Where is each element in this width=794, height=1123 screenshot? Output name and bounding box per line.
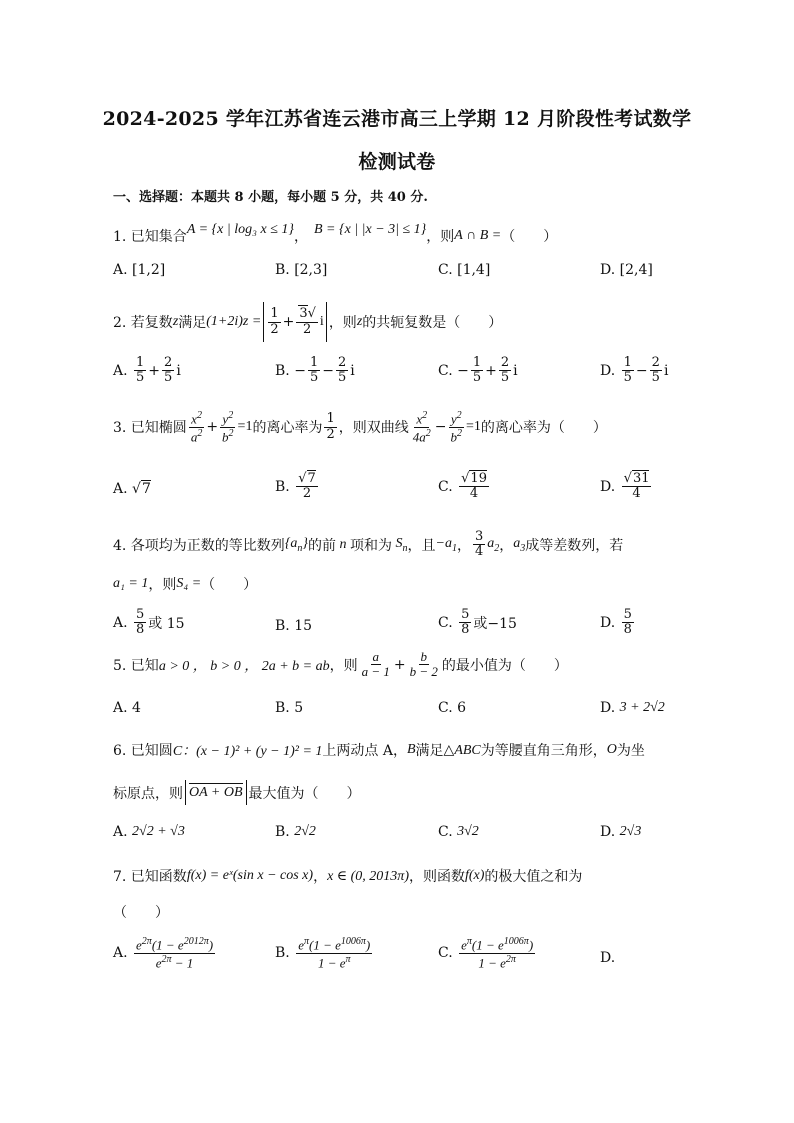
page-title-line2: 检测试卷: [358, 151, 436, 173]
q6-option-b[interactable]: B. 2√2: [275, 824, 316, 840]
question-6-line2: 标原点，则 OA + OB 最大值为（ ）: [113, 780, 361, 805]
q5-option-c[interactable]: C. 6: [438, 700, 467, 716]
question-3: 3. 已知椭圆 $\frac{x^2}{a^2}$ + $\frac{y^2}{b^2}$ =1 的离心率为 $\frac{1}{2}$ ，则双曲线 $\frac{x^2}{4a^2}$ − $\frac{y^2}{b^2}$ =1 的离心率为（ ）: [113, 410, 607, 444]
q7-option-a[interactable]: A. $\frac{e^{2\pi}(1 - e^{2012\pi})}{e^{2\pi} - 1}$: [113, 936, 214, 970]
question-7-line1: 7. 已知函数 f(x) = eˣ(sin x − cos x) ， x ∈ (0, 2013π) ，则函数 f(x) 的极大值之和为: [113, 868, 583, 885]
q1-option-b[interactable]: B. [2,3]: [275, 262, 328, 278]
question-7-line2: （ ）: [113, 905, 169, 921]
q6-option-a[interactable]: A. 2√2 + √3: [113, 824, 185, 840]
question-6-line1: 6. 已知圆 C：(x − 1)² + (y − 1)² = 1 上两动点 A， B 满足 △ABC 为等腰直角三角形， O 为坐: [113, 742, 645, 759]
q4-option-c[interactable]: C. $\frac{5}{8}$ 或−15: [438, 607, 517, 638]
q2-option-c[interactable]: C. − $\frac{1}{5}$ + $\frac{2}{5}$ i: [438, 355, 518, 386]
question-4-line1: 4. 各项均为正数的等比数列 $\{a_n\}$ 的前 n 项和为 $S_n$ ，且 $-a_1$ ， $\frac{3}{4}$ $a_2$ ， $a_3$ 成等差数列，若: [113, 529, 624, 560]
q4-option-b[interactable]: B. 15: [275, 618, 313, 634]
q1-option-a[interactable]: A. [1,2]: [113, 262, 166, 278]
question-5: 5. 已知 a > 0 ， b > 0 ， 2a + b = ab ，则 $\frac{a}{a - 1}$ + $\frac{b}{b - 2}$ 的最小值为（ ）: [113, 649, 568, 680]
question-1: 1. 已知集合 A = {x | log₃ x ≤ 1} ， B = {x | |x − 3| ≤ 1} ，则 A ∩ B = （ ）: [113, 222, 558, 245]
q3-option-d[interactable]: D. $\frac{√31}{4}$: [600, 471, 650, 502]
q3-option-b[interactable]: B. $\frac{√7}{2}$: [275, 471, 316, 502]
page-title-line1: 2024-2025 学年江苏省连云港市高三上学期 12 月阶段性考试数学: [102, 108, 692, 130]
q2-option-d[interactable]: D. $\frac{1}{5}$ − $\frac{2}{5}$ i: [600, 355, 669, 386]
q6-option-c[interactable]: C. 3√2: [438, 824, 479, 840]
q5-option-b[interactable]: B. 5: [275, 700, 304, 716]
q2-option-b[interactable]: B. − $\frac{1}{5}$ − $\frac{2}{5}$ i: [275, 355, 355, 386]
q3-option-c[interactable]: C. $\frac{√19}{4}$: [438, 471, 487, 502]
q1-option-c[interactable]: C. [1,4]: [438, 262, 491, 278]
q7-option-b[interactable]: B. $\frac{e^\pi(1 - e^{1006\pi})}{1 - e^\pi}$: [275, 936, 371, 970]
q4-option-a[interactable]: A. $\frac{5}{8}$ 或 15: [113, 607, 185, 638]
question-2: 2. 若复数 z 满足 (1+2i)z = $\frac{1}{2}$ + $\frac{3√}{2}$ i ，则 z 的共轭复数是（ ）: [113, 302, 502, 342]
q1-option-d[interactable]: D. [2,4]: [600, 262, 653, 278]
question-4-line2: a₁ = 1 ，则 S₄ = （ ）: [113, 576, 258, 593]
q5-option-d[interactable]: D. 3 + 2√2: [600, 700, 665, 716]
q6-option-d[interactable]: D. 2√3: [600, 824, 642, 840]
q4-option-d[interactable]: D. $\frac{5}{8}$: [600, 607, 632, 638]
q5-option-a[interactable]: A. 4: [113, 700, 141, 716]
q7-option-d[interactable]: D.: [600, 950, 616, 966]
q3-option-a[interactable]: A. √ 7: [113, 480, 151, 497]
q2-option-a[interactable]: A. $\frac{1}{5}$ + $\frac{2}{5}$ i: [113, 355, 181, 386]
section-heading: 一、选择题：本题共 8 小题，每小题 5 分，共 40 分.: [113, 190, 428, 205]
q7-option-c[interactable]: C. $\frac{e^\pi(1 - e^{1006\pi})}{1 - e^{2\pi}}$: [438, 936, 534, 970]
